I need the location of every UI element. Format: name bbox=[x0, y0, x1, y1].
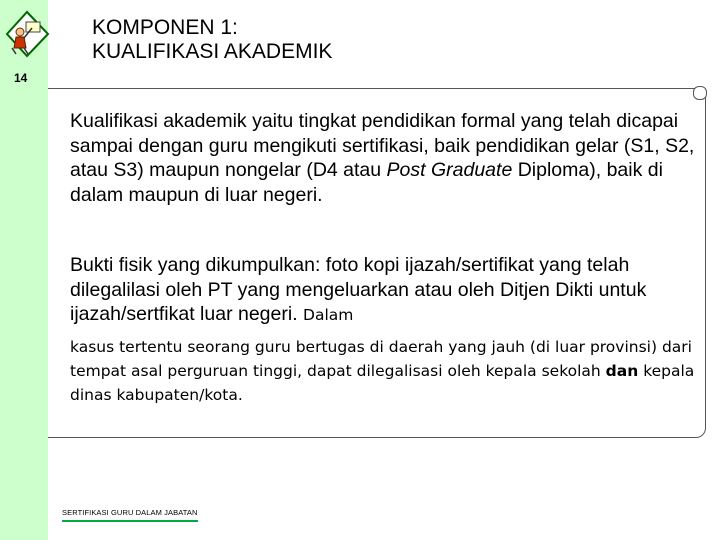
corner-tab bbox=[693, 86, 707, 100]
page-number: 14 bbox=[14, 71, 28, 85]
para2-text-a: Bukti fisik yang dikumpulkan: foto kopi ijazah/sertifikat yang telah dilegalilasi oleh PT yang mengeluarkan atau oleh Ditjen Dikti untuk ijazah/sertfikat luar negeri. bbox=[70, 254, 647, 325]
title-line-1: KOMPONEN 1: bbox=[92, 16, 238, 39]
paragraph-definition bbox=[70, 109, 700, 207]
page-title bbox=[92, 16, 332, 64]
para3-text-b: kepala dinas kabupaten/kota. bbox=[70, 362, 695, 404]
paragraph-special-case bbox=[70, 335, 700, 407]
teacher-pointing-board-icon bbox=[2, 4, 52, 64]
para1-text-a: Kualifikasi akademik yaitu tingkat pendidikan formal yang telah dicapai sampai dengan guru mengikuti sertifikasi, baik pendidikan gelar (S1, S2, atau S3) maupun nongelar (D4 atau bbox=[70, 110, 695, 181]
title-line-2: KUALIFIKASI AKADEMIK bbox=[92, 40, 333, 63]
paragraph-evidence bbox=[70, 253, 700, 328]
para1-text-b: Diploma), baik di dalam maupun di luar negeri. bbox=[70, 159, 663, 206]
footer-label: SERTIFIKASI GURU DALAM JABATAN bbox=[62, 508, 198, 522]
para1-italic: Post Graduate bbox=[386, 159, 513, 181]
para2-small: Dalam bbox=[303, 306, 354, 324]
para3-bold: dan bbox=[605, 362, 639, 380]
para3-text-a: kasus tertentu seorang guru bertugas di daerah yang jauh (di luar provinsi) dari tempat asal perguruan tinggi, dapat dilegalisasi oleh kepala sekolah bbox=[70, 338, 692, 380]
